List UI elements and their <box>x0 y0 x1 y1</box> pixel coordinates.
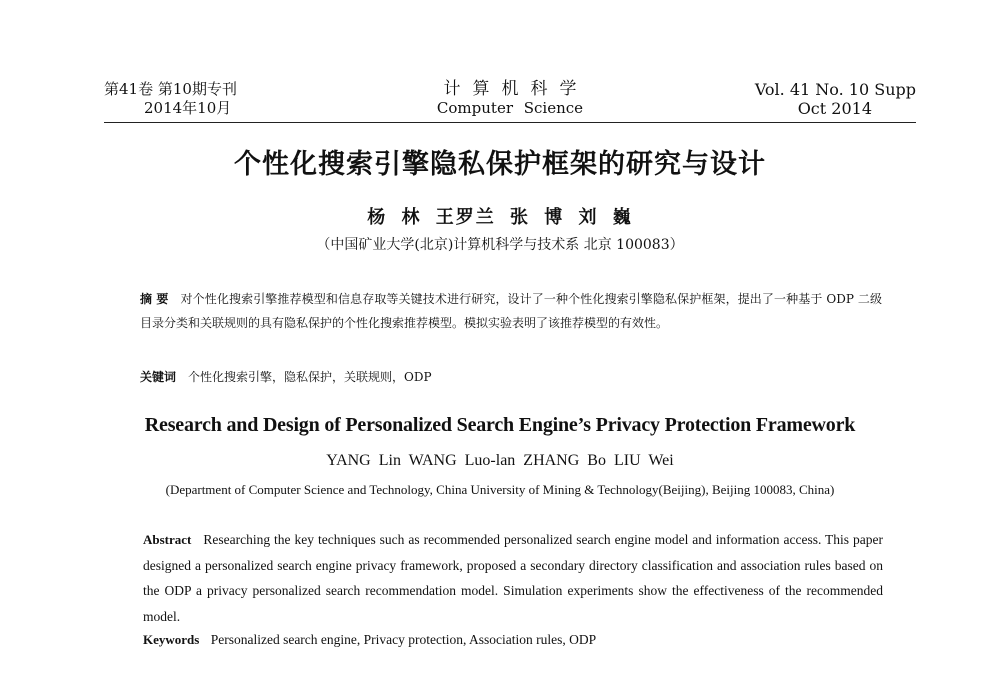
keywords-cn-text: 个性化搜索引擎，隐私保护，关联规则，ODP <box>188 370 432 384</box>
header-date-cn: 2014年10月 <box>144 99 232 117</box>
keywords-cn-label: 关键词 <box>140 370 177 384</box>
abstract-en-label: Abstract <box>143 532 192 547</box>
paper-title-en: Research and Design of Personalized Search Engine’s Privacy Protection Framework <box>144 414 856 436</box>
abstract-en-text: Researching the key techniques such as recommended personalized search engine model and information access. This paper designed a personalized search engine privacy framework, proposed a secondary directory classification and association rules based on the ODP a privacy personalized search recommendation model. Simulation experiments show the effectiveness of the recommended model. <box>143 532 883 624</box>
keywords-cn <box>140 367 432 387</box>
keywords-en-label: Keywords <box>143 632 200 647</box>
keywords-en-text: Personalized search engine, Privacy protection, Association rules, ODP <box>210 632 597 647</box>
abstract-en <box>143 527 883 629</box>
abstract-cn-text: 对个性化搜索引擎推荐模型和信息存取等关键技术进行研究，设计了一种个性化搜索引擎隐私保护框架，提出了一种基于 ODP 二级目录分类和关联规则的具有隐私保护的个性化搜索推荐模型。模拟实验表明了该推荐模型的有效性。 <box>140 292 882 330</box>
affiliation-cn: （中国矿业大学(北京)计算机科学与技术系 北京 100083） <box>316 237 684 253</box>
authors-cn: 杨 林 王罗兰 张 博 刘 巍 <box>367 207 633 228</box>
abstract-cn-label: 摘 要 <box>140 292 169 306</box>
affiliation-en: (Department of Computer Science and Technology, China University of Mining & Technology(Beijing), Beijing 100083, China) <box>165 482 835 497</box>
keywords-en <box>143 632 596 648</box>
abstract-cn <box>140 287 882 335</box>
journal-header <box>104 80 916 123</box>
header-volume-cn: 第41卷 第10期专刊 <box>104 80 237 98</box>
authors-en: YANG Lin WANG Luo-lan ZHANG Bo LIU Wei <box>326 452 674 469</box>
header-volume-en: Vol. 41 No. 10 Supp <box>754 80 916 99</box>
journal-name-cn: 计算机科学 <box>443 79 589 99</box>
header-date-en: Oct 2014 <box>797 99 872 118</box>
journal-name-en: Computer Science <box>436 99 584 117</box>
header-issue-en <box>755 80 916 118</box>
paper-title-cn: 个性化搜索引擎隐私保护框架的研究与设计 <box>234 149 766 180</box>
